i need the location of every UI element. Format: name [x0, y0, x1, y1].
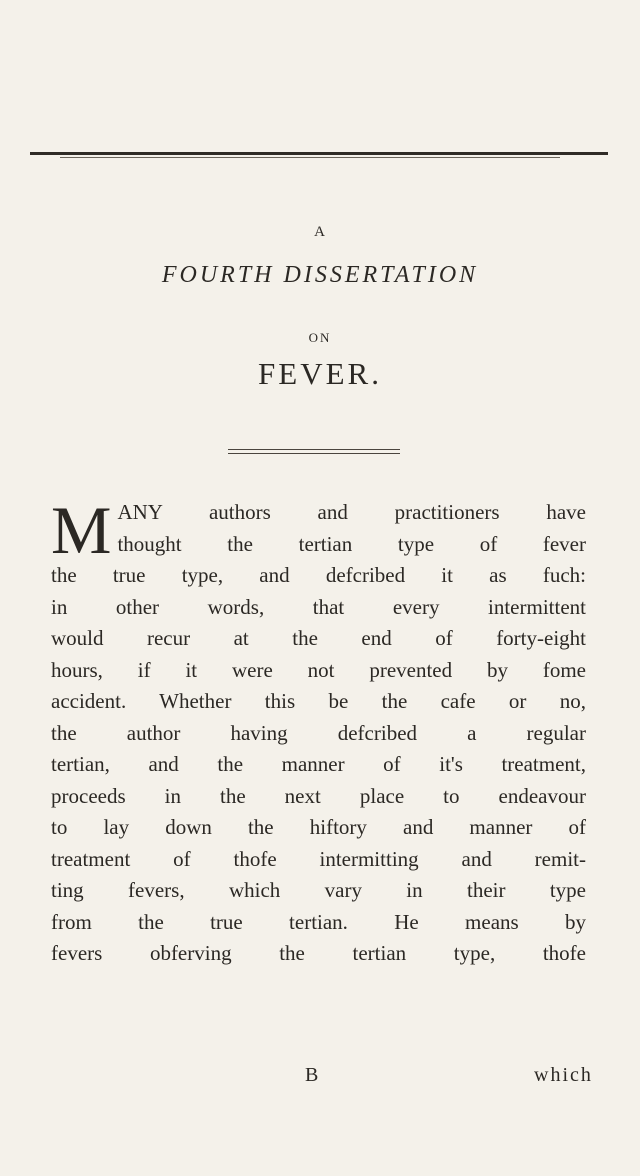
text-line: from the true tertian. He means by [51, 909, 586, 934]
section-divider [228, 449, 400, 454]
top-rule-thin [60, 157, 560, 158]
catchword: which [534, 1064, 593, 1086]
top-rule [30, 152, 608, 155]
text-line: proceeds in the next place to endeavour [51, 783, 586, 808]
text-line: the author having defcribed a regular [51, 720, 586, 745]
body-text [51, 492, 586, 970]
heading-article: A [314, 224, 326, 240]
text-line: treatment of thofe intermitting and remit- [51, 846, 586, 871]
text-line: would recur at the end of forty-eight [51, 626, 586, 650]
text-line: fevers obferving the tertian type, thofe [51, 941, 586, 965]
text-line: tertian, and the manner of it's treatment, [51, 752, 586, 776]
dissertation-title: FOURTH DISSERTATION [161, 262, 479, 288]
heading-on: ON [308, 330, 332, 345]
text-line: to lay down the hiftory and manner of [51, 815, 586, 839]
text-line: the true type, and defcribed it as fuch: [51, 563, 586, 587]
text-line: thought the tertian type of fever [117, 531, 586, 556]
subject-title: FEVER. [258, 356, 382, 391]
text-line: hours, if it were not prevented by fome [51, 657, 586, 682]
text-line: in other words, that every intermittent [51, 594, 586, 619]
text-line: accident. Whether this be the cafe or no, [51, 689, 586, 713]
text-line: ANY authors and practitioners have [117, 500, 586, 524]
text-line: ting fevers, which vary in their type [51, 878, 586, 902]
drop-cap: M [51, 492, 112, 568]
signature-mark: B [305, 1064, 319, 1086]
